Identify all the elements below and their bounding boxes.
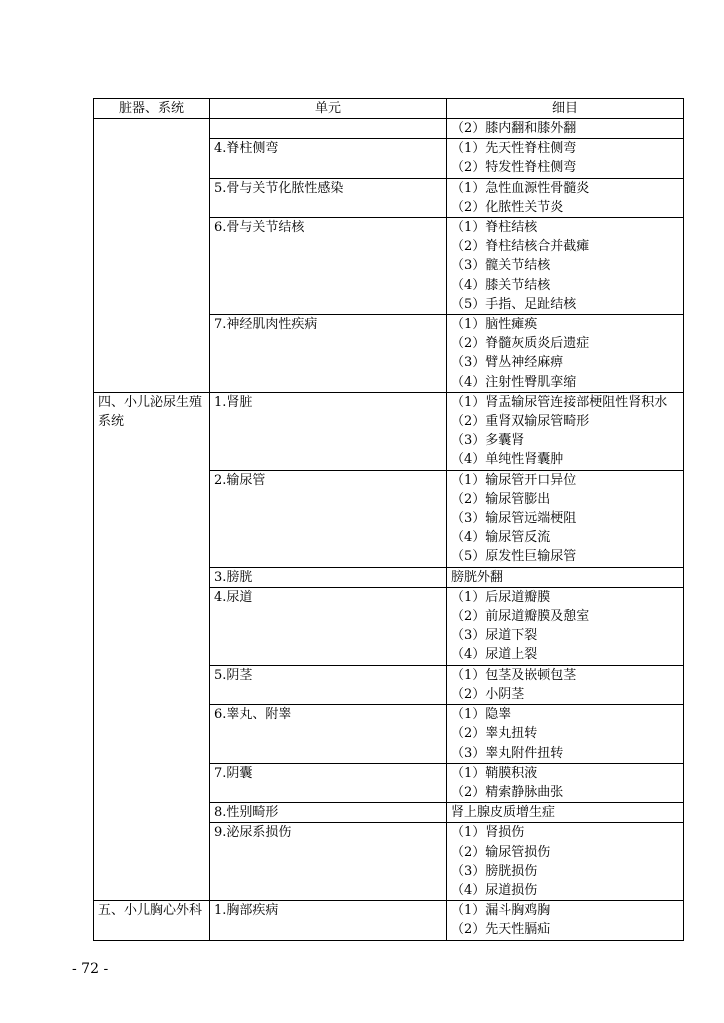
items-cell [447, 315, 684, 393]
items-cell [447, 139, 684, 178]
detail-item: （1）肾盂输尿管连接部梗阻性肾积水 [451, 394, 668, 410]
unit-cell [210, 178, 447, 217]
detail-item: （2）脊柱结核合并截瘫 [451, 239, 590, 255]
unit-cell [210, 901, 447, 940]
detail-item: （5）原发性巨输尿管 [451, 549, 577, 565]
detail-item: （2）精索静脉曲张 [451, 784, 564, 800]
detail-item: （2）前尿道瓣膜及憩室 [451, 609, 590, 625]
detail-item: （2）重肾双输尿管畸形 [451, 414, 590, 430]
detail-item: （1）输尿管开口异位 [451, 472, 577, 488]
detail-item: （1）漏斗胸鸡胸 [451, 903, 551, 919]
unit-cell [210, 470, 447, 567]
system-label: 四、小儿泌尿生殖系统 [98, 394, 203, 430]
unit-label: 6.骨与关节结核 [214, 220, 305, 236]
items-cell [447, 705, 684, 764]
system-cell-continued [94, 119, 210, 393]
unit-label: 5.骨与关节化脓性感染 [214, 180, 344, 196]
detail-item: （2）睾丸扭转 [451, 726, 538, 742]
detail-item: （3）尿道下裂 [451, 628, 538, 644]
items-cell [447, 803, 684, 823]
detail-item: （2）膝内翻和膝外翻 [451, 121, 577, 136]
table-row [94, 901, 684, 940]
detail-item: （1）鞘膜积液 [451, 765, 538, 781]
items-cell [447, 470, 684, 567]
detail-item: （1）脊柱结核 [451, 220, 538, 236]
items-cell [447, 119, 684, 139]
detail-item: （4）输尿管反流 [451, 530, 551, 546]
detail-item: （3）输尿管远端梗阻 [451, 511, 577, 527]
system-cell [94, 392, 210, 900]
unit-cell [210, 315, 447, 393]
unit-label: 8.性别畸形 [214, 805, 279, 821]
unit-cell [210, 705, 447, 764]
header-items: 细目 [447, 99, 684, 119]
detail-item: 肾上腺皮质增生症 [451, 805, 556, 821]
unit-cell [210, 665, 447, 704]
items-cell [447, 587, 684, 665]
detail-item: （2）脊髓灰质炎后遗症 [451, 336, 590, 352]
syllabus-table [93, 98, 684, 941]
detail-item: （4）单纯性肾囊肿 [451, 452, 564, 468]
detail-item: （2）小阴茎 [451, 686, 525, 702]
system-cell [94, 901, 210, 940]
header-unit: 单元 [210, 99, 447, 119]
table-header-row [94, 99, 684, 119]
items-cell [447, 823, 684, 901]
unit-cell [210, 392, 447, 470]
items-cell [447, 178, 684, 217]
unit-label: 1.肾脏 [214, 394, 253, 410]
detail-item: （4）尿道损伤 [451, 882, 538, 898]
detail-item: （1）先天性脊柱侧弯 [451, 141, 577, 157]
items-cell [447, 392, 684, 470]
unit-cell [210, 139, 447, 178]
unit-label: 7.神经肌肉性疾病 [214, 317, 318, 333]
detail-item: （1）脑性瘫痪 [451, 317, 538, 333]
unit-label: 1.胸部疾病 [214, 903, 279, 919]
detail-item: （3）臂丛神经麻痹 [451, 355, 564, 371]
unit-cell [210, 823, 447, 901]
unit-label: 4.尿道 [214, 589, 253, 605]
detail-item: （2）化脓性关节炎 [451, 199, 564, 215]
unit-cell [210, 567, 447, 587]
items-cell [447, 665, 684, 704]
unit-cell [210, 763, 447, 802]
items-cell [447, 763, 684, 802]
unit-label: 4.脊柱侧弯 [214, 141, 279, 157]
header-system: 脏器、系统 [94, 99, 210, 119]
detail-item: 膀胱外翻 [451, 569, 504, 585]
table-body [94, 119, 684, 941]
unit-label: 3.膀胱 [214, 569, 253, 585]
items-cell [447, 567, 684, 587]
unit-cell [210, 803, 447, 823]
detail-item: （1）后尿道瓣膜 [451, 589, 551, 605]
unit-label: 2.输尿管 [214, 472, 266, 488]
detail-item: （2）特发性脊柱侧弯 [451, 160, 577, 176]
items-cell [447, 218, 684, 315]
unit-label: 5.阴茎 [214, 667, 253, 683]
unit-label: 9.泌尿系损伤 [214, 825, 292, 841]
detail-item: （3）髋关节结核 [451, 258, 551, 274]
unit-label: 7.阴囊 [214, 765, 253, 781]
detail-item: （4）尿道上裂 [451, 647, 538, 663]
detail-item: （5）手指、足趾结核 [451, 296, 577, 312]
items-cell [447, 901, 684, 940]
detail-item: （4）膝关节结核 [451, 277, 551, 293]
page-number: - 72 - [72, 961, 109, 977]
table-row [94, 392, 684, 470]
detail-item: （3）睾丸附件扭转 [451, 745, 564, 761]
detail-item: （3）多囊肾 [451, 433, 525, 449]
unit-label: 6.睾丸、附睾 [214, 707, 292, 723]
detail-item: （2）输尿管膨出 [451, 491, 551, 507]
table-row [94, 119, 684, 139]
detail-item: （4）注射性臀肌挛缩 [451, 374, 577, 390]
unit-cell [210, 587, 447, 665]
unit-cell-continued [210, 119, 447, 139]
unit-cell [210, 218, 447, 315]
detail-item: （1）隐睾 [451, 707, 512, 723]
system-label: 五、小儿胸心外科 [98, 903, 203, 919]
detail-item: （2）先天性膈疝 [451, 922, 551, 938]
detail-item: （1）急性血源性骨髓炎 [451, 180, 590, 196]
detail-item: （1）包茎及嵌顿包茎 [451, 667, 577, 683]
detail-item: （3）膀胱损伤 [451, 863, 538, 879]
detail-item: （1）肾损伤 [451, 825, 525, 841]
detail-item: （2）输尿管损伤 [451, 844, 551, 860]
